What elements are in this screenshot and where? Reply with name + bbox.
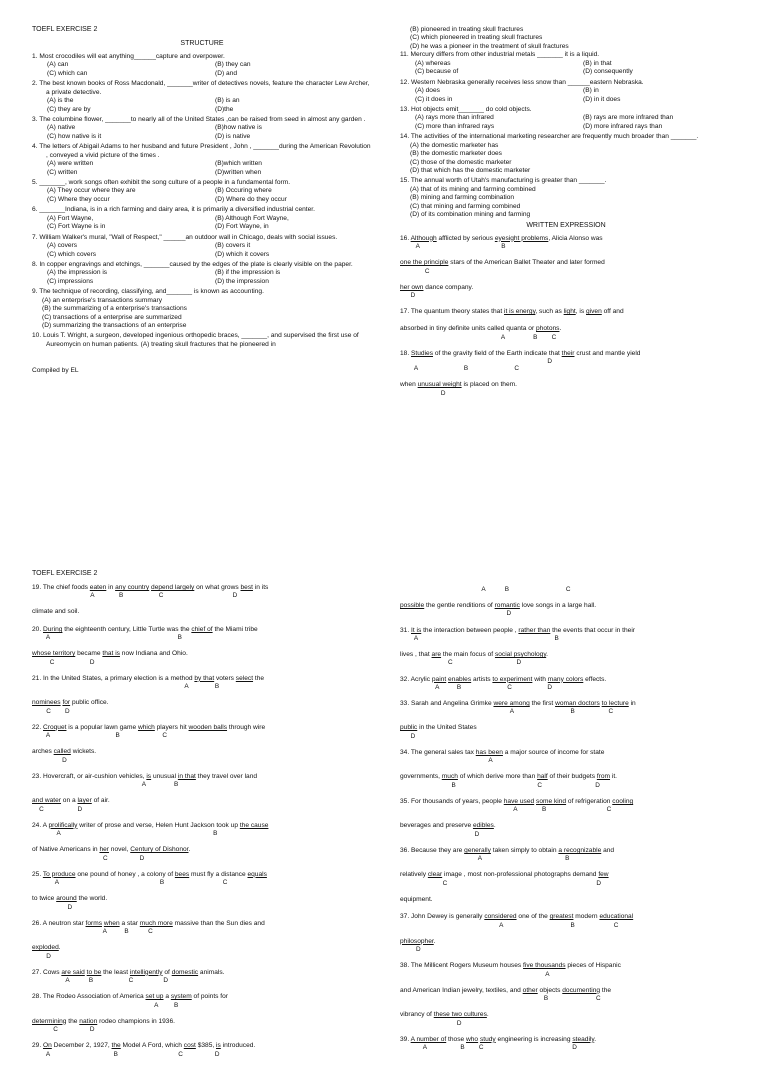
written-expression-line	[400, 235, 732, 250]
structure-question	[32, 179, 372, 204]
answer-option: (B) is an	[215, 97, 240, 105]
answer-letter-markers: A B C D	[400, 683, 552, 691]
question-text: 8. In copper engravings and etchings, _______caused by the edges of the plate is clearly visible on the paper.	[32, 260, 353, 268]
answer-option: (A) whereas	[415, 59, 451, 67]
structure-question	[400, 106, 732, 131]
answer-letter-markers: A	[400, 970, 550, 978]
answer-option: (B) if the impression is	[215, 269, 281, 277]
sentence-line: 16. Although afflicted by serious eyesight problems, Alicia Alonso was	[400, 234, 603, 242]
answer-letter-markers: C D	[32, 707, 70, 715]
answer-option: (D) which it covers	[215, 250, 270, 258]
question-10-options-continued	[400, 26, 732, 51]
sentence-line: 38. The Millicent Rogers Museum houses five thousands pieces of Hispanic	[400, 962, 621, 970]
answer-option: (C) Where they occur	[47, 195, 110, 203]
written-expression-line	[400, 676, 732, 691]
answer-letter-markers: C D	[400, 659, 522, 667]
written-expression-line	[32, 822, 372, 837]
sheet1-header: TOEFL EXERCISE 2	[32, 26, 98, 33]
sentence-line: 18. Studies of the gravity field of the Earth indicate that their crust and mantle yield	[400, 349, 641, 357]
sentence-line: exploded.	[32, 944, 61, 952]
answer-letter-markers: A B C	[32, 928, 153, 936]
written-expression-line	[32, 675, 372, 690]
answer-option: (B) Occuring where	[215, 187, 272, 195]
answer-letter-markers: C D	[32, 1026, 95, 1034]
answer-option: (A) an enterprise's transactions summary	[42, 296, 162, 304]
written-expression-line	[400, 987, 732, 1002]
answer-option: (B) rays are more infrared than	[583, 114, 674, 122]
sheet2-right-column	[400, 586, 732, 1060]
written-expression-line	[32, 797, 372, 812]
written-expression-line	[32, 944, 372, 959]
sentence-line: philosopher.	[400, 937, 436, 945]
written-expression-line	[32, 724, 372, 739]
sentence-line: to twice around the world.	[32, 895, 108, 903]
answer-letter-markers: A B	[400, 243, 506, 251]
question-text: 2. The best known books of Ross Macdonald, _______writer of detectives novels, feature the character Lew Archer, a private detective.	[32, 80, 370, 96]
answer-options	[400, 87, 732, 104]
sentence-line: lives , that are the main focus of social psychology.	[400, 651, 548, 659]
written-expression-line	[400, 308, 732, 316]
answer-letter-markers: A B C	[400, 333, 557, 341]
written-expression-line	[32, 773, 372, 788]
sentence-line: equipment.	[400, 895, 433, 903]
answer-letter-markers: D A B C	[413, 358, 552, 373]
sentence-line: 27. Cows are said to be the least intelligently of domestic animals.	[32, 968, 225, 976]
structure-question	[32, 116, 372, 141]
answer-option: (A) the impression is	[47, 269, 108, 277]
written-expression-line	[400, 847, 732, 862]
structure-question	[32, 206, 372, 231]
answer-option: (D)written when	[215, 168, 262, 176]
answer-option: (D) is native	[215, 132, 251, 140]
answer-letter-markers: D	[400, 732, 416, 740]
answer-option: (D) in it does	[583, 95, 621, 103]
written-expression-line	[400, 798, 732, 813]
written-expression-line	[32, 993, 372, 1008]
sentence-line: 36. Because they are generally taken simply to obtain a recognizable and	[400, 846, 615, 854]
exercise-sheet-2	[0, 570, 768, 1070]
written-expression-right	[400, 586, 732, 1051]
answer-option: (C) more than infrared rays	[415, 122, 495, 130]
question-text: 11. Mercury differs from other industrial metals _______ it is a liquid.	[400, 51, 600, 59]
answer-letter-markers: D	[400, 1019, 462, 1027]
sentence-line: governments, much of which derive more than half of their budgets from it.	[400, 773, 617, 781]
answer-option: (C) because of	[415, 68, 459, 76]
answer-option: (A) covers	[47, 242, 78, 250]
written-expression-line	[400, 602, 732, 617]
answer-letter-markers: C D	[32, 854, 145, 862]
answer-option: (C) written	[47, 168, 78, 176]
written-expression-line	[400, 913, 732, 928]
written-expression-line	[32, 626, 372, 641]
answer-options	[32, 124, 372, 141]
written-expression-line	[32, 1018, 372, 1033]
sentence-line: vibrancy of these two cultures.	[400, 1011, 489, 1019]
sentence-line: relatively clear image , most non-professional photographs demand few	[400, 871, 609, 879]
written-expression-line	[32, 748, 372, 763]
answer-letter-markers: D	[400, 291, 416, 299]
sentence-line: 24. A prolifically writer of prose and verse, Helen Hunt Jackson took up the cause	[32, 821, 269, 829]
written-expression-line	[400, 325, 732, 340]
structure-question	[32, 288, 372, 330]
written-expression-line	[32, 846, 372, 861]
question-text: 3. The columbine flower, _______to nearly all of the United States ,can be raised from seed in almost any garden .	[32, 115, 366, 123]
sentence-line: 39. A number of those who study engineering is increasing steadily.	[400, 1035, 597, 1043]
structure-title: STRUCTURE	[180, 39, 224, 47]
answer-options	[32, 242, 372, 259]
answer-letter-markers: A B	[400, 634, 559, 642]
answer-option: (A) were written	[47, 160, 94, 168]
exercise-sheet-1	[0, 26, 768, 526]
answer-option: (B) mining and farming combination	[410, 194, 515, 202]
answer-letter-markers: A	[400, 757, 493, 765]
answer-letter-markers: D	[400, 830, 480, 838]
answer-letter-markers: A B	[32, 781, 179, 789]
written-expression-line	[32, 1042, 372, 1057]
sentence-line: 32. Acrylic paint enables artists to experiment with many colors effects.	[400, 675, 607, 683]
sentence-line: 34. The general sales tax has been a major source of income for state	[400, 748, 605, 756]
answer-option: (B) pioneered in treating skull fractures	[410, 26, 524, 33]
answer-letter-markers: A B	[32, 683, 220, 691]
answer-option: (D) that which has the domestic marketer	[410, 167, 531, 174]
written-expression-items	[400, 235, 732, 397]
answer-option: (A) the domestic marketer has	[410, 141, 499, 149]
structure-questions-left	[32, 53, 372, 349]
answer-option: (A) rays more than infrared	[415, 114, 494, 122]
sentence-line: arches called wickets.	[32, 748, 97, 756]
sheet2-header: TOEFL EXERCISE 2	[32, 570, 98, 577]
structure-question	[32, 143, 372, 177]
written-expression-line	[400, 871, 732, 886]
written-expression-line	[32, 650, 372, 665]
answer-letter-markers: D	[400, 610, 512, 618]
written-expression-line	[32, 969, 372, 984]
written-expression-line	[400, 259, 732, 274]
answer-option: (D)the	[215, 105, 234, 113]
answer-option: (D) the impression	[215, 277, 269, 285]
sentence-line: of Native Americans in her novel, Century of Dishonor.	[32, 846, 191, 854]
answer-option: (A) is the	[47, 97, 74, 105]
written-expression-line	[400, 627, 732, 642]
written-expression-line	[400, 749, 732, 764]
answer-option: (D) summarizing the transactions of an enterprise	[42, 322, 187, 330]
sentence-line: 31. It is the interaction between people , rather than the events that occur in their	[400, 626, 635, 634]
answer-option: (B) Although Fort Wayne,	[215, 214, 289, 222]
question-text: 13. Hot objects emit_______ do cold objects.	[400, 105, 532, 113]
answer-option: (B) covers it	[215, 242, 251, 250]
question-text: 7. William Walker's mural, "Wall of Respect," ______an outdoor wall in Chicago, deals with social issues.	[32, 233, 338, 241]
written-expression-line	[400, 1011, 732, 1026]
structure-question	[32, 53, 372, 78]
structure-questions-right	[400, 51, 732, 219]
answer-letter-markers: B C D	[400, 781, 600, 789]
written-expression-line	[400, 822, 732, 837]
answer-letter-markers: A B C	[400, 921, 619, 929]
answer-option: (C) how native is it	[47, 132, 102, 140]
written-expression-line	[32, 895, 372, 910]
answer-options	[32, 97, 372, 114]
sentence-line: possible the gentle renditions of romantic love songs in a large hall.	[400, 602, 597, 610]
answer-option: (A) does	[415, 87, 440, 95]
written-expression-line	[400, 381, 732, 396]
sentence-line: when unusual weight is placed on them.	[400, 381, 517, 389]
answer-options	[32, 187, 372, 204]
answer-option: (B) in that	[583, 59, 612, 67]
sentence-line: determining the nation rodeo champions in 1936.	[32, 1017, 175, 1025]
sentence-line: and American Indian jewelry, textiles, and other objects documenting the	[400, 986, 612, 994]
answer-option: (D) more infrared rays than	[583, 122, 663, 130]
question-text: 15. The annual worth of Utah's manufacturing is greater than _______.	[400, 177, 607, 185]
sentence-line: whose territory became that is now Indiana and Ohio.	[32, 650, 188, 658]
answer-option: (C) impressions	[47, 277, 94, 285]
written-expression-line	[400, 896, 732, 904]
answer-letter-markers: D	[400, 389, 446, 397]
answer-option: (D) consequently	[583, 68, 633, 76]
structure-question	[32, 261, 372, 286]
answer-letter-markers: A B	[32, 634, 182, 642]
answer-option: (C) that mining and farming combined	[410, 202, 521, 210]
answer-option: (A) Fort Wayne,	[47, 214, 94, 222]
answer-options	[32, 269, 372, 286]
question-text: 1. Most crocodiles will eat anything______capture and overpower.	[32, 52, 225, 60]
answer-letter-markers: A B C	[400, 806, 612, 814]
sentence-line: 37. John Dewey is generally considered one of the greatest modern educational	[400, 913, 634, 921]
answer-options	[32, 61, 372, 78]
answer-letter-markers: D	[400, 946, 421, 954]
answer-letter-markers: A B C D	[32, 592, 238, 600]
answer-option: (C) they are by	[47, 105, 91, 113]
answer-option: (C) which pioneered in treating skull fractures	[410, 34, 543, 42]
answer-letter-markers: A B	[400, 855, 570, 863]
answer-option: (B) the summarizing of a enterprise's transactions	[42, 305, 187, 313]
sheet1-left-column	[32, 26, 372, 376]
written-expression-line	[32, 699, 372, 714]
sentence-line: 22. Croquet is a popular lawn game which players hit wooden balls through wire	[32, 723, 266, 731]
answer-option: (D) Fort Wayne, in	[215, 223, 269, 231]
sentence-line: one the principle stars of the American Ballet Theater and later formed	[400, 259, 605, 267]
written-expression-line	[400, 586, 732, 593]
answer-letter-markers: C D	[400, 879, 601, 887]
answer-letter-markers: A B C	[400, 586, 571, 593]
structure-question	[400, 133, 732, 175]
written-expression-line	[400, 773, 732, 788]
written-expression-line	[400, 350, 732, 373]
answer-options	[32, 160, 372, 177]
answer-letter-markers: D	[32, 903, 73, 911]
question-text: 6. _______Indiana, is in a rich farming and dairy area, it is primarily a diversified industrial center.	[32, 206, 315, 214]
answer-option: (B) in	[583, 87, 599, 95]
sheet2-left-column	[32, 570, 372, 1067]
structure-question	[400, 177, 732, 219]
answer-letter-markers: A B C	[32, 879, 228, 887]
question-text: 14. The activities of the international marketing researcher are frequently much broader than _______.	[400, 133, 699, 141]
answer-option: (B)which written	[215, 160, 262, 168]
sentence-line: and water on a layer of air.	[32, 797, 110, 805]
compiler-credit: Compiled by EL	[32, 367, 79, 375]
question-text: 5. _______, work songs often exhibit the song culture of a people in a fundamental form.	[32, 179, 291, 187]
sentence-line: public in the United States	[400, 724, 477, 732]
sentence-line: 17. The quantum theory states that it is energy, such as light, is given off and	[400, 308, 624, 316]
answer-option: (C) transactions of a enterprise are summarized	[42, 313, 182, 321]
structure-question	[32, 80, 372, 114]
answer-option: (D) and	[215, 69, 237, 77]
answer-option: (A) native	[47, 124, 76, 132]
written-expression-title: WRITTEN EXPRESSION	[526, 221, 606, 229]
question-text: 9. The technique of recording, classifying, and_______ is known as accounting.	[32, 288, 264, 296]
sentence-line: 29. On December 2, 1927, the Model A Ford, which cost $385, is introduced.	[32, 1042, 256, 1050]
answer-letter-markers: A B C	[400, 708, 614, 716]
answer-letter-markers: A B C D	[32, 1050, 220, 1058]
answer-letter-markers: B C	[400, 995, 601, 1003]
answer-options	[400, 60, 732, 77]
answer-letter-markers: D	[32, 952, 51, 960]
answer-option: (C) which can	[47, 69, 88, 77]
answer-letter-markers: D	[32, 756, 67, 764]
sentence-line: 28. The Rodeo Association of America set up a system of points for	[32, 993, 229, 1001]
question-text: 12. Western Nebraska generally receives less snow than ______eastern Nebraska.	[400, 78, 644, 86]
structure-question	[400, 79, 732, 104]
sentence-line: 26. A neutron star forms when a star much more massive than the Sun dies and	[32, 919, 265, 927]
written-expression-line	[400, 700, 732, 715]
answer-option: (A) that of its mining and farming combined	[410, 185, 536, 193]
sheet1-right-column	[400, 26, 732, 406]
answer-option: (B) they can	[215, 61, 251, 69]
question-text: 4. The letters of Abigail Adams to her husband and future President , John , _______during the American Revolution , conveyed a vivid picture of the times .	[32, 143, 371, 159]
answer-option: (C) which covers	[47, 250, 97, 258]
written-expression-line	[32, 920, 372, 935]
sentence-line: beverages and preserve edibles.	[400, 822, 496, 830]
sentence-line: nominees for public office.	[32, 699, 109, 707]
answer-option: (B)how native is	[215, 124, 262, 132]
written-expression-line	[400, 651, 732, 666]
answer-option: (C) it does in	[415, 95, 453, 103]
sentence-line: climate and soil.	[32, 608, 80, 616]
sentence-line: 35. For thousands of years, people have used some kind of refrigeration cooling	[400, 797, 634, 805]
sentence-line: 21. In the United States, a primary election is a method by that voters select the	[32, 674, 265, 682]
answer-letter-markers: C D	[32, 658, 95, 666]
structure-question	[32, 332, 372, 349]
question-text: 10. Louis T. Wright, a surgeon, developed ingenious orthopedic braces, _______, and supervised the first use of Aureomycin on human patients. (A) treating skull fractures that he pioneered in	[32, 332, 359, 348]
sentence-line: absorbed in tiny definite units called quanta or photons.	[400, 325, 562, 333]
sentence-line: 25. To produce one pound of honey , a colony of bees must fly a distance equals	[32, 870, 267, 878]
answer-letter-markers: A B C D	[32, 977, 169, 985]
written-expression-line	[400, 962, 732, 977]
answer-option: (A) can	[47, 61, 69, 69]
sentence-line: her own dance company.	[400, 283, 474, 291]
sentence-line: 20. During the eighteenth century, Little Turtle was the chief of the Miami tribe	[32, 625, 258, 633]
answer-letter-markers: C D	[32, 805, 83, 813]
structure-question	[32, 234, 372, 259]
answer-letter-markers: A B C	[32, 732, 167, 740]
written-expression-line	[32, 871, 372, 886]
answer-letter-markers: A B	[32, 830, 218, 838]
structure-question	[400, 51, 732, 76]
answer-options	[32, 215, 372, 232]
answer-option: (C) Fort Wayne is in	[47, 223, 106, 231]
answer-option: (A) They occur where they are	[47, 187, 136, 195]
written-expression-line	[400, 1036, 732, 1051]
written-expression-line	[400, 938, 732, 953]
written-expression-line	[400, 284, 732, 299]
answer-option: (C) those of the domestic marketer	[410, 158, 512, 166]
answer-option: (D) Where do they occur	[215, 195, 287, 203]
answer-option: (D) of its combination mining and farming	[410, 211, 531, 219]
sentence-line: 19. The chief foods eaten in any country depend largely on what grows best in its	[32, 583, 269, 591]
written-expression-line	[32, 584, 372, 599]
sentence-line: 33. Sarah and Angelina Grimke were among the first woman doctors to lecture in	[400, 699, 636, 707]
written-expression-left	[32, 584, 372, 1058]
answer-letter-markers: A B	[32, 1001, 179, 1009]
answer-letter-markers: A B C D	[400, 1044, 577, 1052]
answer-letter-markers: C	[400, 267, 430, 275]
written-expression-line	[32, 608, 372, 616]
written-expression-line	[400, 724, 732, 739]
answer-option: (D) he was a pioneer in the treatment of skull fractures	[410, 42, 569, 50]
answer-option: (B) the domestic marketer does	[410, 150, 502, 158]
answer-options	[400, 114, 732, 131]
sentence-line: 23. Hovercraft, or air-cushion vehicles, is unusual in that they travel over land	[32, 772, 258, 780]
